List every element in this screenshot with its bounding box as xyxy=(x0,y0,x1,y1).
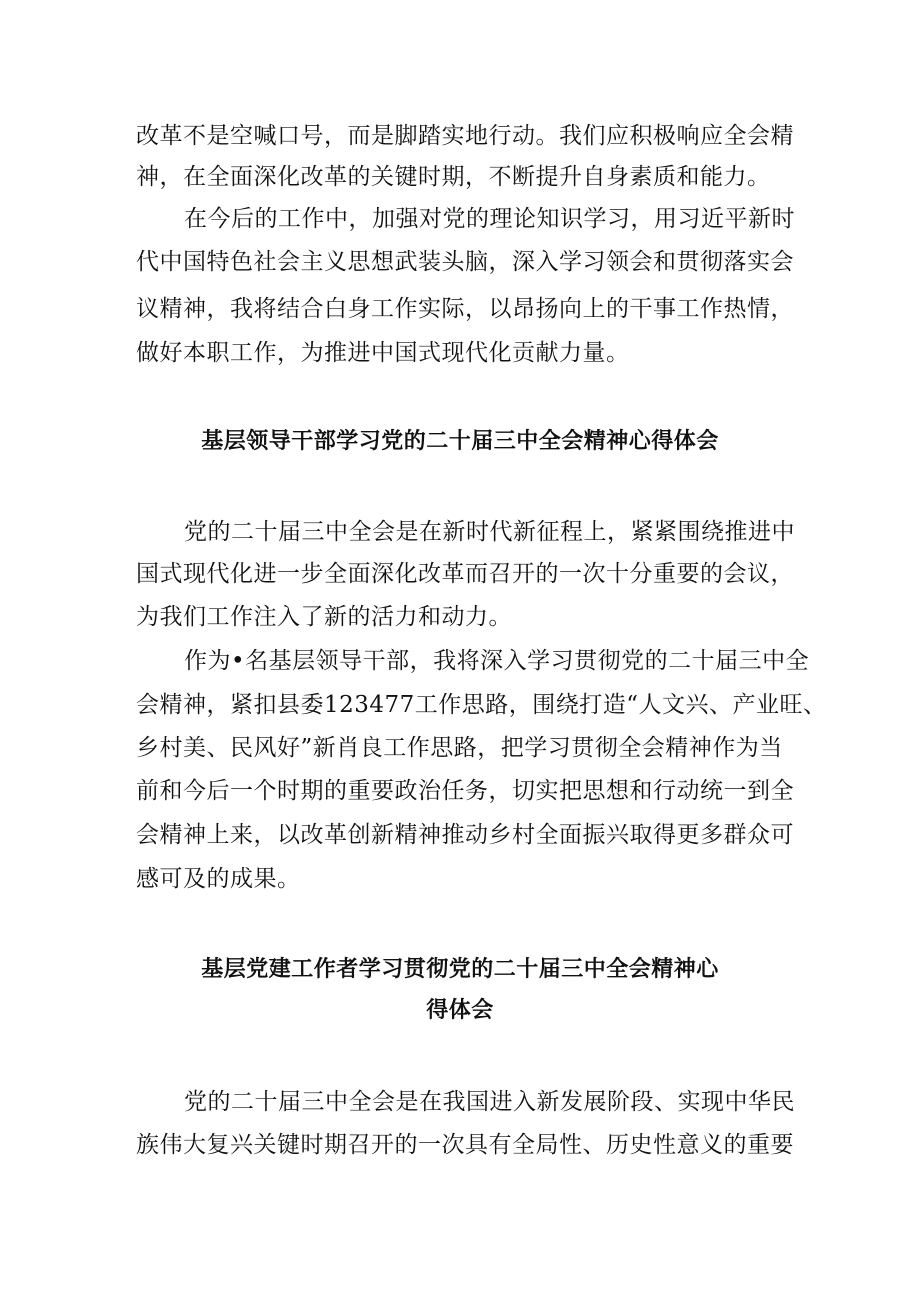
paragraph-line: 乡村美、民风好”新肖良工作思路，把学习贯彻全会精神作为当 xyxy=(136,735,783,761)
paragraph-line: 前和今后一个时期的重要政治任务，切实把思想和行动统一到全 xyxy=(136,778,794,804)
paragraph-line: 代中国特色社会主义思想武装头脑，深入学习领会和贯彻落实会 xyxy=(136,249,794,275)
section-heading-continued: 得体会 xyxy=(426,998,494,1023)
paragraph-line: 党的二十届三中全会是在我国进入新发展阶段、实现中华民 xyxy=(184,1089,795,1115)
paragraph-line: 党的二十届三中全会是在新时代新征程上，紧紧围绕推进中 xyxy=(184,519,795,545)
paragraph-line: 为我们工作注入了新的活力和动力。 xyxy=(136,604,512,630)
paragraph-line: 议精神，我将结合白身工作实际，以昂扬向上的干事工作热情， xyxy=(136,296,794,322)
paragraph-line: 改革不是空喊口号，而是脚踏实地行动。我们应积极响应全会精 xyxy=(136,123,794,149)
paragraph-line: 做好本职工作，为推进中国式现代化贡献力量。 xyxy=(136,340,630,366)
paragraph-line: 神，在全面深化改革的关键时期，不断提升自身素质和能力。 xyxy=(136,164,771,190)
paragraph-line: 会精神上来，以改革创新精神推动乡村全面振兴取得更多群众可 xyxy=(136,822,794,848)
paragraph-line: 感可及的成果。 xyxy=(136,866,301,892)
paragraph-line: 在今后的工作中，加强对党的理论知识学习，用习近平新时 xyxy=(184,206,795,232)
paragraph-line: 作为•名基层领导干部，我将深入学习贯彻党的二十届三中全 xyxy=(184,648,810,674)
section-heading: 基层领导干部学习党的二十届三中全会精神心得体会 xyxy=(201,429,719,454)
paragraph-line: 族伟大复兴关键时期召开的一次具有全局性、历史性意义的重要 xyxy=(136,1132,794,1158)
paragraph-line: 国式现代化进一步全面深化改革而召开的一次十分重要的会议， xyxy=(136,561,794,587)
section-heading: 基层党建工作者学习贯彻党的二十届三中全会精神心 xyxy=(201,957,719,982)
paragraph-line: 会精神，紧扣县委123477工作思路，围绕打造“人文兴、产业旺、 xyxy=(136,692,827,718)
